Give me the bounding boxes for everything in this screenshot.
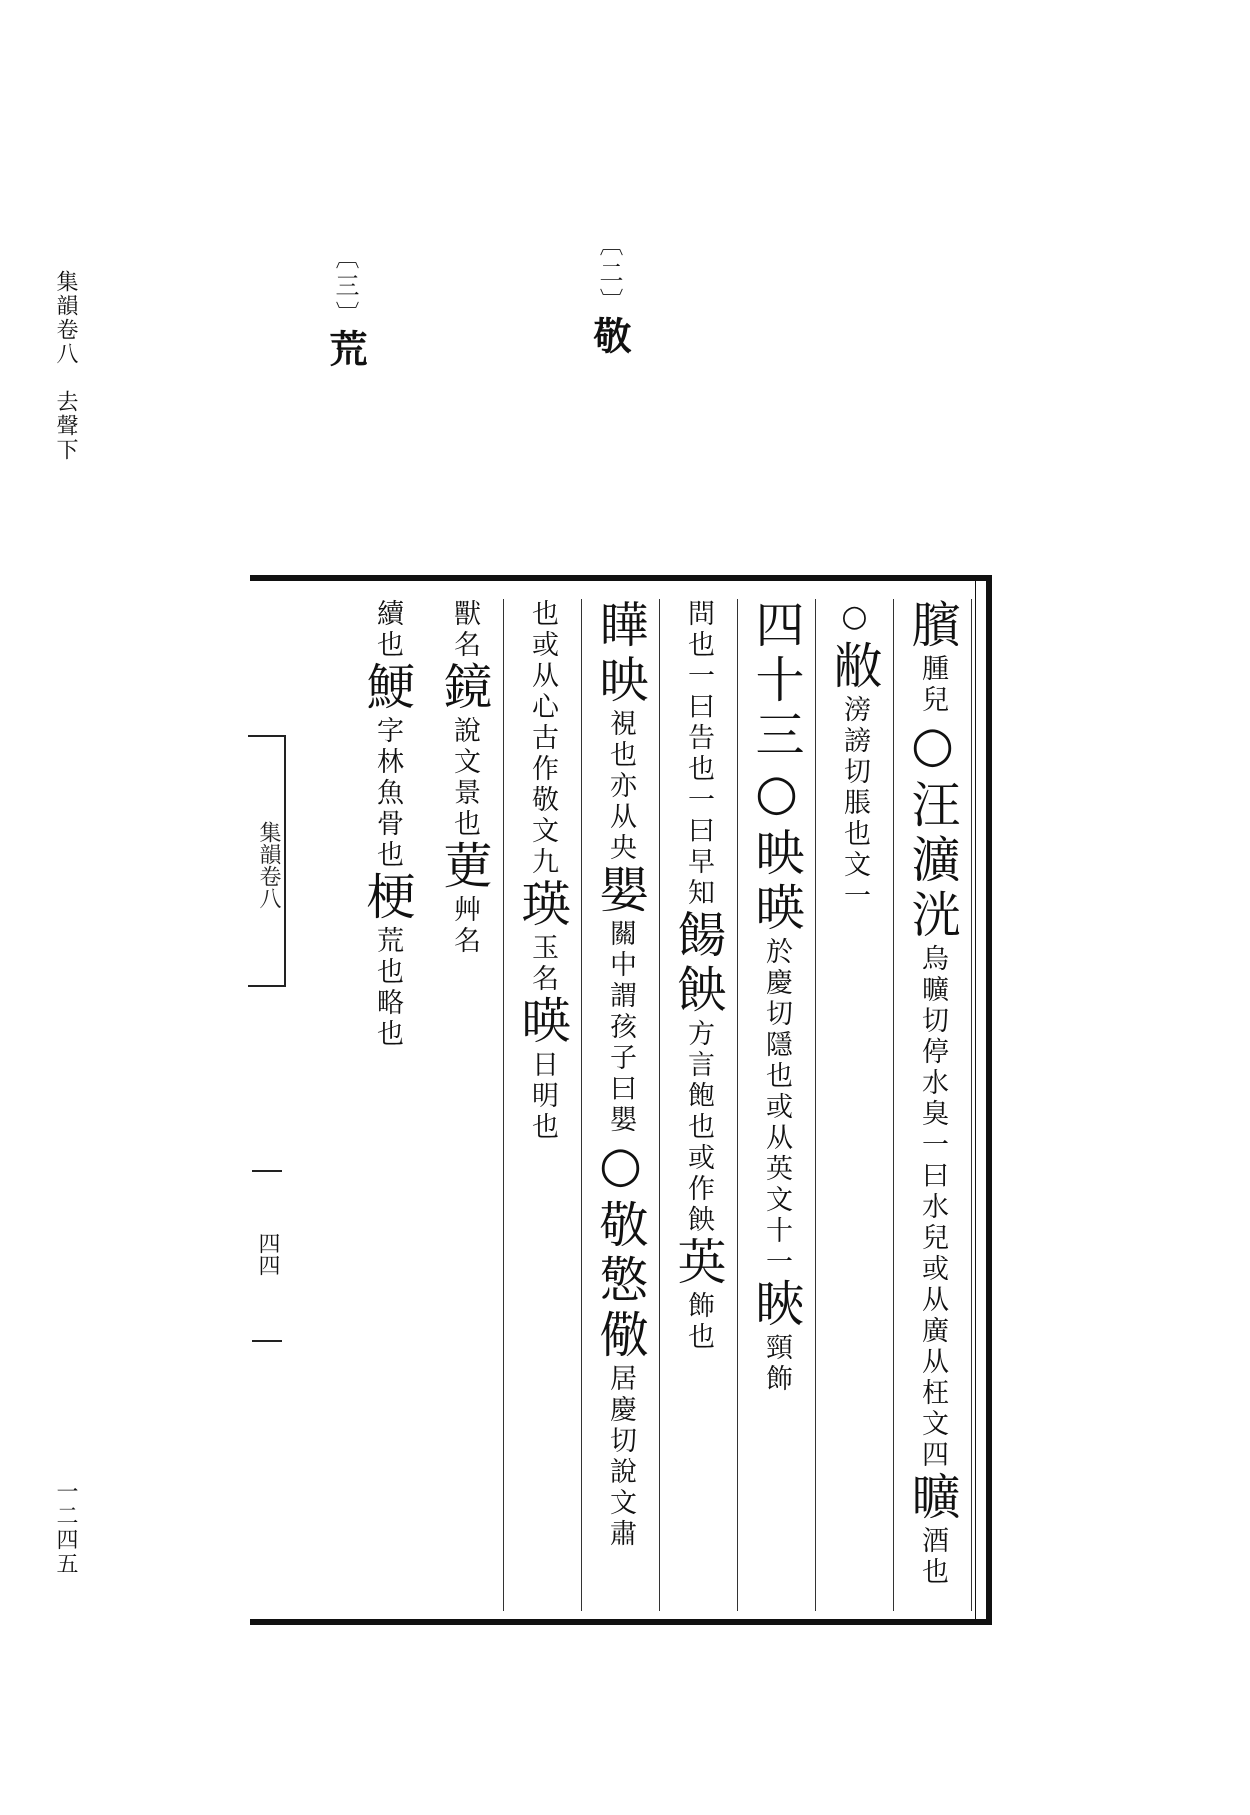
col-6-note: 也或从心古作敬文九 — [527, 599, 558, 878]
fold-rule-upper — [252, 1170, 282, 1172]
col-5-head: 瞱映 — [592, 599, 649, 709]
col-5-body: 嬰 — [592, 864, 649, 919]
page-number: 一二四五 — [53, 1480, 78, 1576]
col-7-note3: 艸名 — [449, 895, 480, 957]
col-8-note3: 荒也略也 — [372, 926, 403, 1050]
col-1-note2: 烏曠切停水臭一曰水兒或从廣从枉文四 — [917, 944, 948, 1471]
fold-edge-number: 四四 — [255, 1232, 280, 1276]
note-2-char: 荒 — [323, 329, 368, 371]
fold-edge-label: 集韻卷八 — [248, 735, 286, 987]
note-1-marker: 〔二〕 — [595, 232, 623, 316]
text-column-2 — [816, 599, 894, 1611]
col-3-head: 四十三 — [748, 599, 805, 764]
col-4-body: 餳䬬 — [670, 909, 727, 1019]
col-7-body: 鏡 — [436, 661, 493, 716]
col-8-note: 續也 — [372, 599, 403, 661]
running-title: 集韻卷八 去聲下 — [53, 270, 78, 462]
col-6-note3: 日明也 — [527, 1050, 558, 1143]
col-2-body: 敝 — [826, 640, 883, 695]
text-column-7 — [426, 599, 504, 1611]
col-6-note2: 玉名 — [527, 933, 558, 995]
fold-rule-lower — [252, 1340, 282, 1342]
col-3-note: 於慶切隱也或从英文十一 — [761, 937, 792, 1278]
note-2-marker: 〔三〕 — [331, 245, 359, 329]
col-5-note3: 居慶切說文肅 — [605, 1364, 636, 1550]
col-1-note: 腫兒 — [917, 654, 948, 716]
col-1-head: 臏 — [904, 599, 961, 654]
text-column-3 — [738, 599, 816, 1611]
note-1-char: 敬 — [587, 316, 632, 358]
col-5-note2: 關中謂孩子曰嬰 — [605, 919, 636, 1136]
col-5-tail: ○敬憼儆 — [592, 1136, 649, 1364]
col-4-note: 問也一曰告也一曰早知 — [683, 599, 714, 909]
col-7-tail: 莄 — [436, 840, 493, 895]
col-3-tail: 䀹 — [748, 1278, 805, 1333]
note-1 — [582, 232, 637, 358]
text-column-5 — [582, 599, 660, 1611]
col-4-note2: 方言飽也或作䬬 — [683, 1019, 714, 1236]
text-column-4 — [660, 599, 738, 1611]
col-3-note3: 頸飾 — [761, 1333, 792, 1395]
col-8-tail: 梗 — [359, 871, 416, 926]
note-2 — [318, 245, 373, 371]
col-8-body: 鯁 — [359, 661, 416, 716]
col-2-note: 滂謗切脹也文一 — [839, 695, 870, 912]
col-6-body: 瑛 — [514, 878, 571, 933]
col-1-body: ○汪瀇洸 — [904, 716, 961, 944]
col-7-note2: 說文景也 — [449, 716, 480, 840]
col-6-tail: 暎 — [514, 995, 571, 1050]
col-2-mark: ○ — [837, 599, 872, 640]
text-frame — [250, 575, 992, 1625]
text-column-8 — [348, 599, 426, 1611]
text-column-6 — [504, 599, 582, 1611]
col-7-head: 獸名 — [449, 599, 480, 661]
col-1-note3: 酒也 — [917, 1526, 948, 1588]
col-8-note2: 字林魚骨也 — [372, 716, 403, 871]
col-4-note3: 飾也 — [683, 1291, 714, 1353]
col-1-tail: 曠 — [904, 1471, 961, 1526]
text-column-1 — [894, 599, 972, 1611]
col-4-tail: 英 — [670, 1236, 727, 1291]
col-5-note: 視也亦从央 — [605, 709, 636, 864]
col-3-body: ○映暎 — [748, 764, 805, 937]
